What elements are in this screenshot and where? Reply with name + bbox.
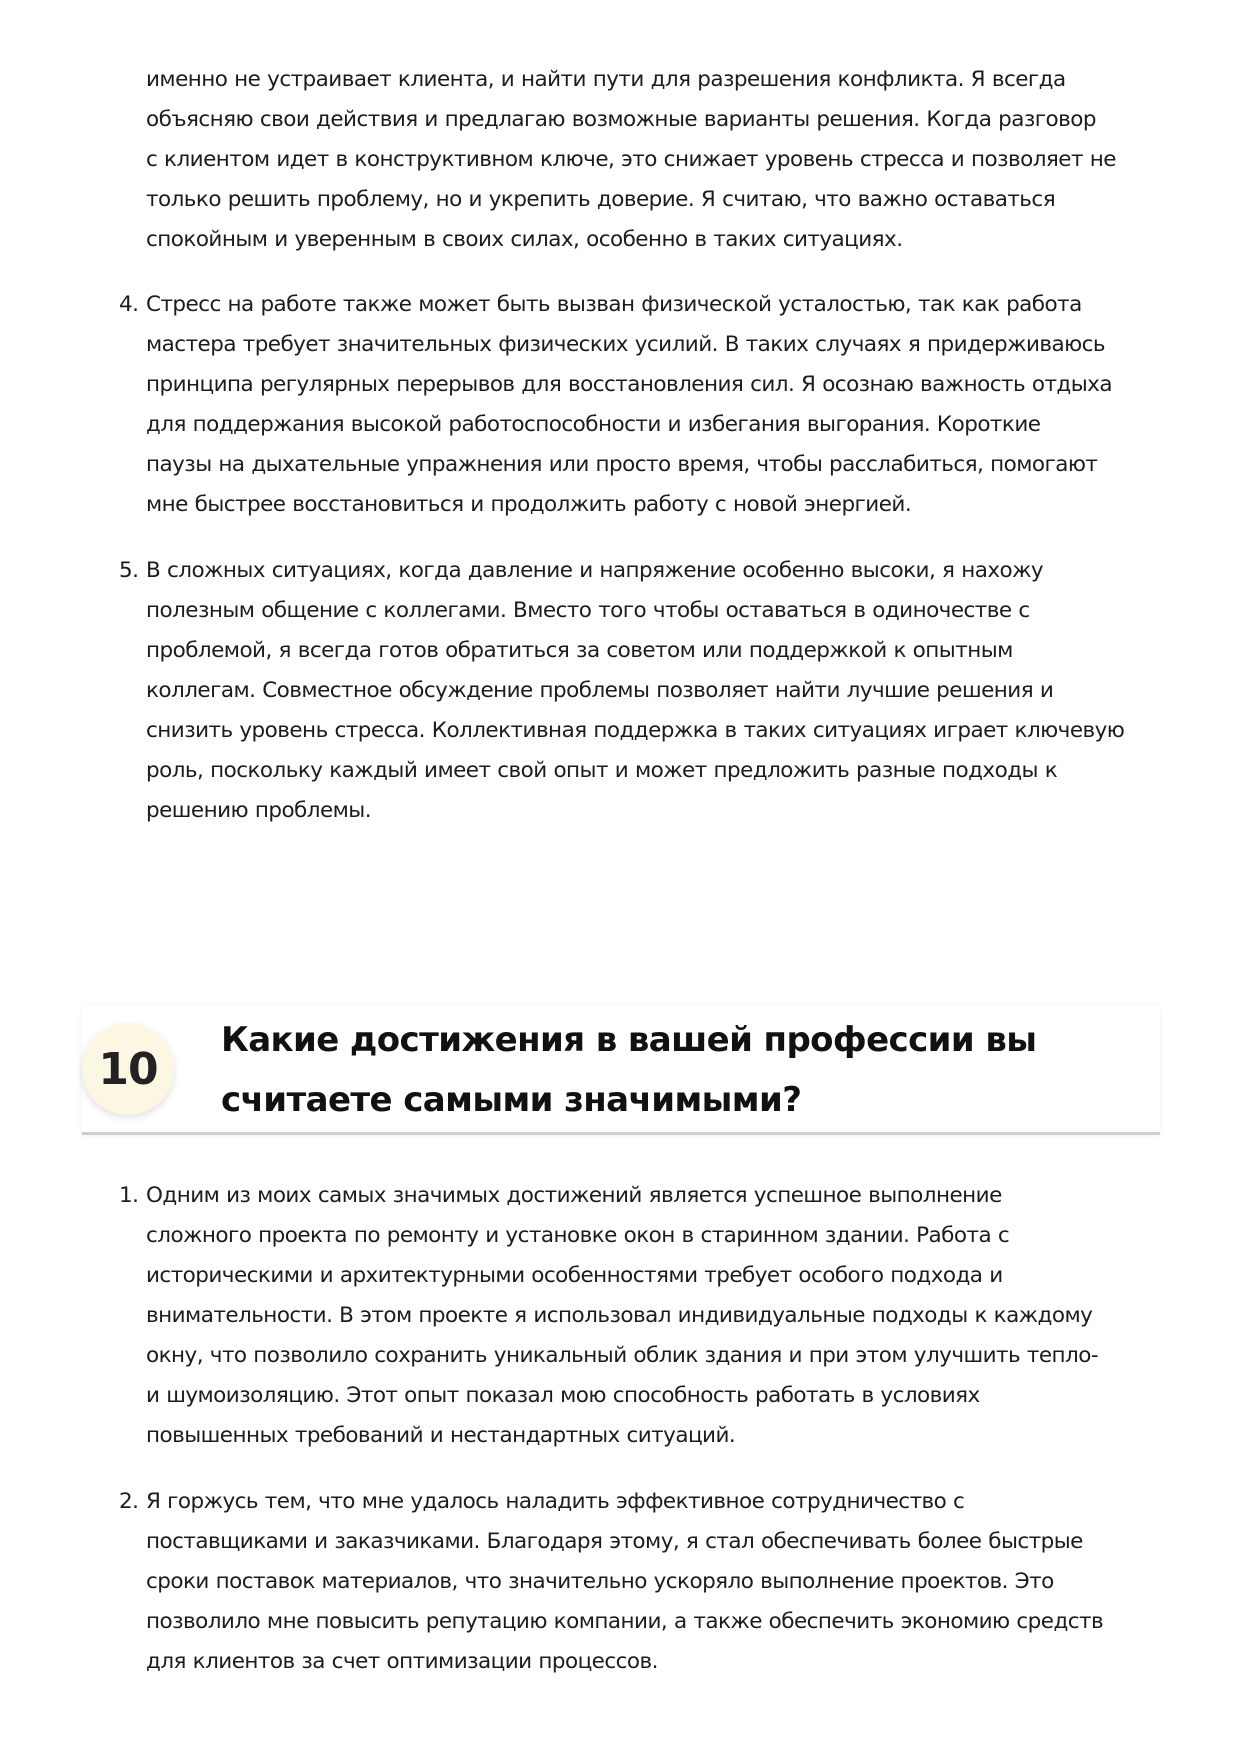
list-item-number: 2. (119, 1489, 139, 1514)
list-item-line: позволило мне повысить репутацию компании, а также обеспечить экономию средств (146, 1609, 1104, 1634)
question-header (82, 1005, 1160, 1135)
paragraph-line: спокойным и уверенным в своих силах, особенно в таких ситуациях. (146, 227, 903, 252)
list-item (119, 1482, 1176, 1682)
list-item-line: мне быстрее восстановиться и продолжить работу с новой энергией. (146, 492, 912, 517)
question-title-line: Какие достижения в вашей профессии вы (221, 1020, 1037, 1060)
question-number-badge (82, 1023, 174, 1115)
list-item (119, 285, 1176, 525)
list-item-line: сложного проекта по ремонту и установке окон в старинном здании. Работа с (146, 1223, 1010, 1248)
list-item-line: историческими и архитектурными особенностями требует особого подхода и (146, 1263, 1003, 1288)
list-item-line: для клиентов за счет оптимизации процессов. (146, 1649, 658, 1674)
paragraph-line: только решить проблему, но и укрепить доверие. Я считаю, что важно оставаться (146, 187, 1056, 212)
list-item-line: Одним из моих самых значимых достижений является успешное выполнение (146, 1183, 1002, 1208)
list-item-number: 4. (119, 292, 139, 317)
list-item-line: внимательности. В этом проекте я использовал индивидуальные подходы к каждому (146, 1303, 1093, 1328)
list-item-number: 1. (119, 1183, 139, 1208)
list-item (119, 551, 1176, 831)
list-item-line: мастера требует значительных физических усилий. В таких случаях я придерживаюсь (146, 332, 1106, 357)
list-item-line: повышенных требований и нестандартных ситуаций. (146, 1423, 736, 1448)
paragraph-line: с клиентом идет в конструктивном ключе, это снижает уровень стресса и позволяет не (146, 147, 1116, 172)
list-item-line: решению проблемы. (146, 798, 372, 823)
list-item-number: 5. (119, 558, 139, 583)
list-item-line: принципа регулярных перерывов для восстановления сил. Я осознаю важность отдыха (146, 372, 1112, 397)
list-item-line: Я горжусь тем, что мне удалось наладить эффективное сотрудничество с (146, 1489, 965, 1514)
list-item-line: паузы на дыхательные упражнения или просто время, чтобы расслабиться, помогают (146, 452, 1098, 477)
paragraph-line: объясняю свои действия и предлагаю возможные варианты решения. Когда разговор (146, 107, 1096, 132)
continued-paragraph (146, 60, 1176, 260)
question-title-line: считаете самыми значимыми? (221, 1080, 802, 1120)
list-item-line: поставщиками и заказчиками. Благодаря этому, я стал обеспечивать более быстрые (146, 1529, 1083, 1554)
list-item-line: роль, поскольку каждый имеет свой опыт и может предложить разные подходы к (146, 758, 1058, 783)
list-item-line: сроки поставок материалов, что значительно ускоряло выполнение проектов. Это (146, 1569, 1054, 1594)
list-item-line: снизить уровень стресса. Коллективная поддержка в таких ситуациях играет ключевую (146, 718, 1125, 743)
list-item-line: полезным общение с коллегами. Вместо того чтобы оставаться в одиночестве с (146, 598, 1030, 623)
list-item-line: для поддержания высокой работоспособности и избегания выгорания. Короткие (146, 412, 1041, 437)
list-item-line: и шумоизоляцию. Этот опыт показал мою способность работать в условиях (146, 1383, 980, 1408)
list-item-line: Стресс на работе также может быть вызван физической усталостью, так как работа (146, 292, 1082, 317)
list-item (119, 1176, 1176, 1456)
paragraph-line: именно не устраивает клиента, и найти пути для разрешения конфликта. Я всегда (146, 67, 1066, 92)
list-item-line: коллегам. Совместное обсуждение проблемы позволяет найти лучшие решения и (146, 678, 1054, 703)
list-item-line: окну, что позволило сохранить уникальный облик здания и при этом улучшить тепло- (146, 1343, 1099, 1368)
question-number: 10 (98, 1043, 158, 1095)
list-item-line: В сложных ситуациях, когда давление и напряжение особенно высоки, я нахожу (146, 558, 1044, 583)
question-title (221, 1010, 1151, 1130)
list-item-line: проблемой, я всегда готов обратиться за советом или поддержкой к опытным (146, 638, 1013, 663)
